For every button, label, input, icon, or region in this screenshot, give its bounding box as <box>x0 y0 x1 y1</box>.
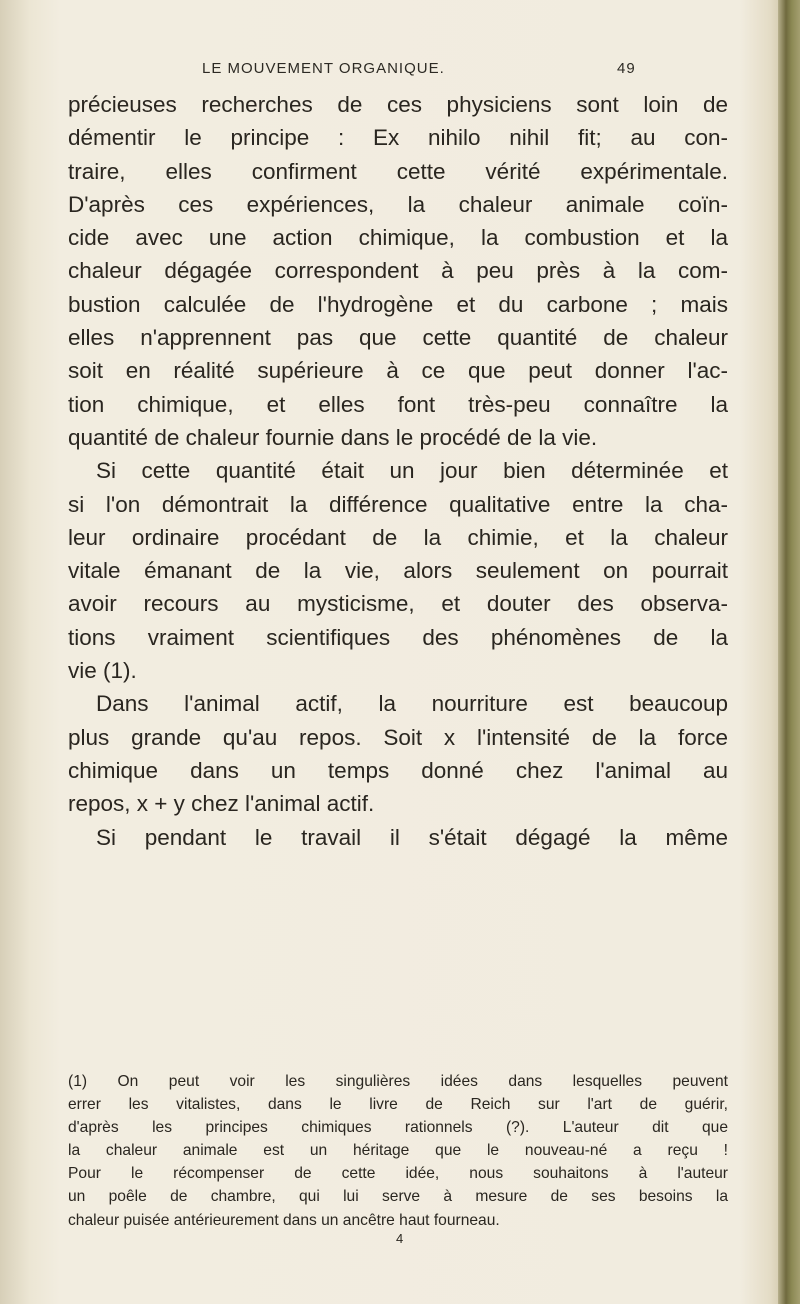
body-line: soit en réalité supérieure à ce que peut donner l'ac- <box>68 358 728 384</box>
body-line: bustion calculée de l'hydrogène et du carbone ; mais <box>68 291 728 317</box>
body-line: quantité de chaleur fournie dans le procédé de la vie. <box>68 424 598 450</box>
body-line: repos, x + y chez l'animal actif. <box>68 791 375 817</box>
body-line: démentir le principe : Ex nihilo nihil fit; au con- <box>68 125 728 151</box>
body-line: Dans l'animal actif, la nourriture est beaucoup <box>96 691 728 717</box>
body-line: traire, elles confirment cette vérité expérimentale. <box>68 158 728 184</box>
signature-mark: 4 <box>396 1231 404 1246</box>
body-line: précieuses recherches de ces physiciens sont loin de <box>68 92 728 117</box>
book-spine-edge <box>778 0 800 1304</box>
footnote-line: un poêle de chambre, qui lui serve à mesure de ses besoins la <box>68 1188 728 1206</box>
footnote-line: chaleur puisée antérieurement dans un ancêtre haut fourneau. <box>68 1211 500 1229</box>
body-line: cide avec une action chimique, la combustion et la <box>68 225 728 251</box>
body-line: Si cette quantité était un jour bien déterminée et <box>96 458 728 484</box>
body-line: leur ordinaire procédant de la chimie, et la chaleur <box>68 524 728 550</box>
footnote-line: (1) On peut voir les singulières idées dans lesquelles peuvent <box>68 1073 728 1090</box>
body-line: D'après ces expériences, la chaleur animale coïn- <box>68 191 728 217</box>
body-line: vie (1). <box>68 658 137 684</box>
footnote-line: la chaleur animale est un héritage que le nouveau-né a reçu ! <box>68 1142 728 1160</box>
body-line: avoir recours au mysticisme, et douter des observa- <box>68 591 728 617</box>
body-line: chimique dans un temps donné chez l'animal au <box>68 757 728 783</box>
body-line: plus grande qu'au repos. Soit x l'intensité de la force <box>68 724 728 750</box>
body-line: Si pendant le travail il s'était dégagé la même <box>96 824 728 850</box>
running-head-title: LE MOUVEMENT ORGANIQUE. <box>202 60 445 77</box>
footnote-line: Pour le récompenser de cette idée, nous souhaitons à l'auteur <box>68 1165 728 1183</box>
page-number: 49 <box>617 60 636 77</box>
body-line: si l'on démontrait la différence qualitative entre la cha- <box>68 491 728 517</box>
footnote-line: errer les vitalistes, dans le livre de Reich sur l'art de guérir, <box>68 1096 728 1114</box>
body-line: tion chimique, et elles font très-peu connaître la <box>68 391 728 417</box>
body-text <box>68 88 728 854</box>
body-line: chaleur dégagée correspondent à peu près à la com- <box>68 258 728 284</box>
footnote-line: d'après les principes chimiques rationnels (?). L'auteur dit que <box>68 1119 728 1137</box>
body-line: elles n'apprennent pas que cette quantité de chaleur <box>68 325 728 351</box>
body-line: tions vraiment scientifiques des phénomènes de la <box>68 624 728 650</box>
body-line: vitale émanant de la vie, alors seulement on pourrait <box>68 558 728 584</box>
footnote <box>68 1070 728 1232</box>
